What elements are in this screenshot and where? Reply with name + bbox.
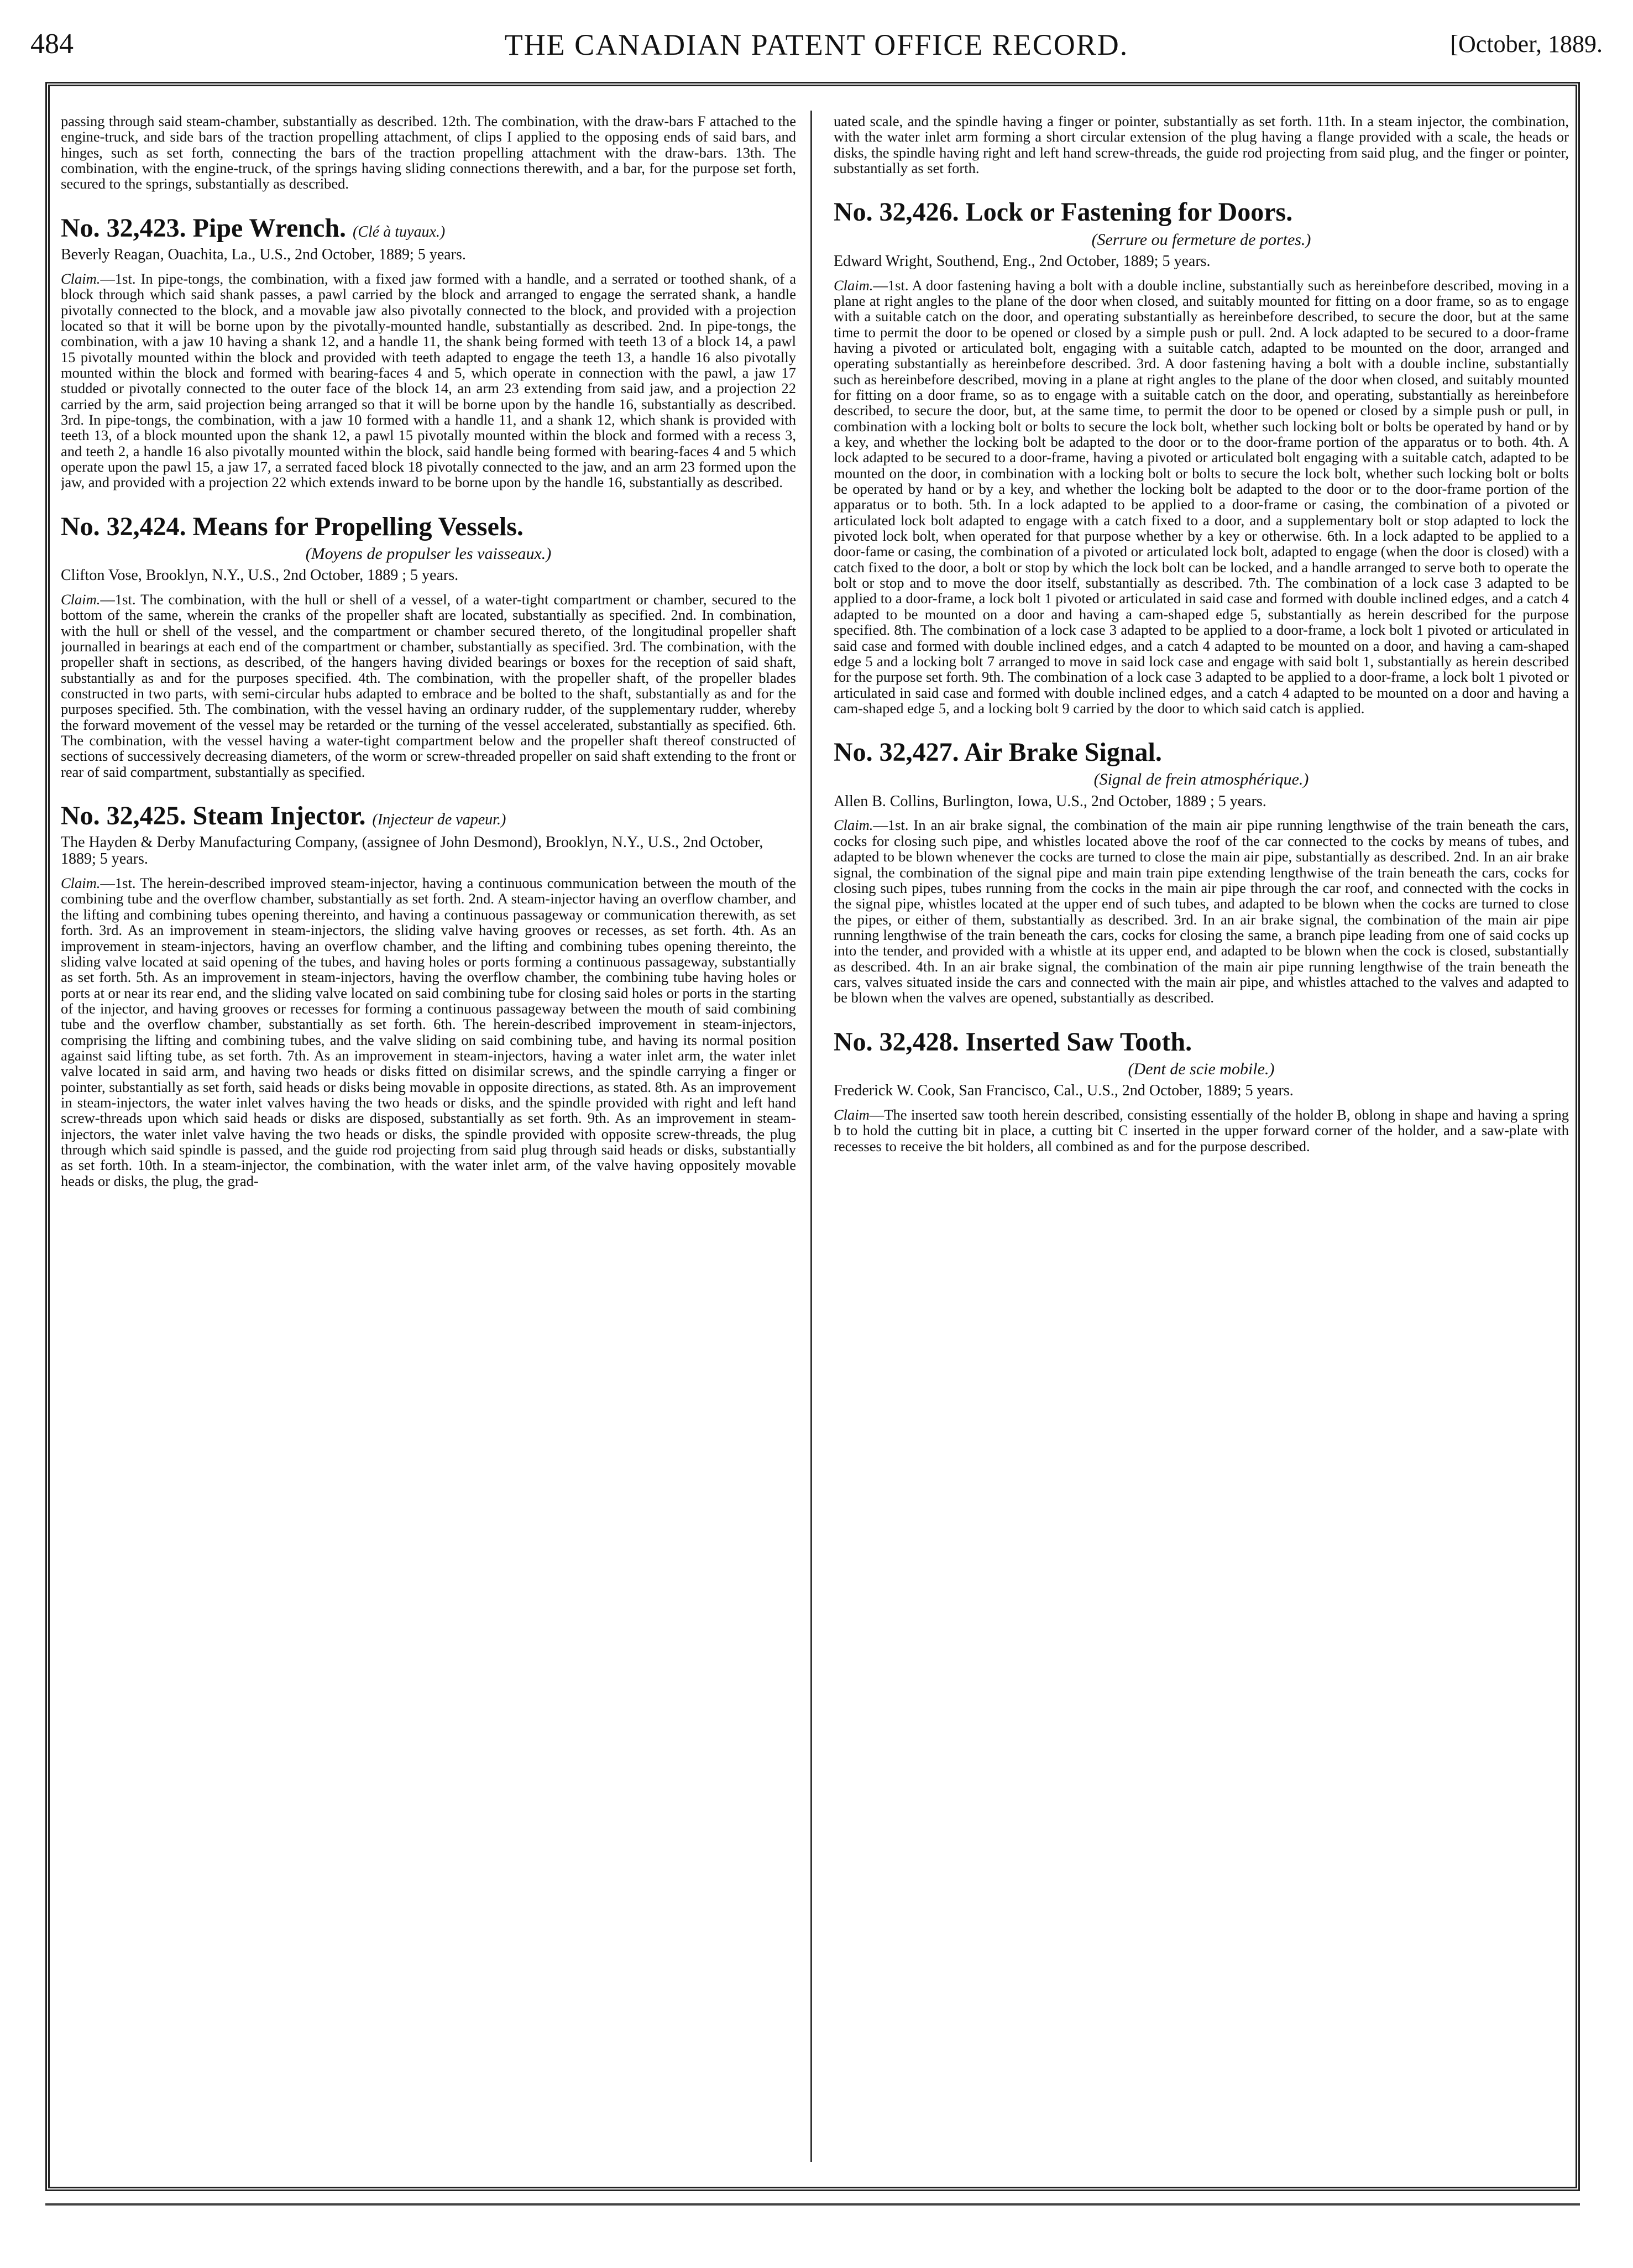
entry-heading — [834, 1027, 1569, 1057]
patent-entry — [61, 511, 796, 780]
page-header — [30, 28, 1603, 61]
patent-number: No. 32,426. — [834, 197, 959, 227]
claim-text: —1st. In an air brake signal, the combination of the main air pipe running lengthwise of the train beneath the cars, cocks for closing such pipe, and whistles located above the roof of the car connected to the cocks by means of tubes, and adapted to be blown whenever the cocks are turned to close the main air pipe, substantially as described. 2nd. In an air brake signal, the combination of the signal pipe and main train pipe extending lengthwise of the train beneath the cars, cocks for closing such pipes, tubes running from the cocks in the main air pipe through the car roof, and connected with the cocks in the signal pipe, whistles located at the upper end of such tubes, and adapted to be blown when the cocks are turned to close the pipes, or either of them, substantially as described. 3rd. In an air brake signal, the combination of the main air pipe running lengthwise of the train beneath the cars, cocks for closing the same, a branch pipe leading from one of said cocks up into the tender, and provided with a whistle at its upper end, and adapted to be blown when the cock is closed, substantially as described. 4th. In an air brake signal, the combination of the main air pipe running lengthwise of the train beneath the cars, valves situated inside the cars and connected with the main air pipe, and whistles attached to the valves and adapted to be blown when the valves are opened, substantially as described. — [834, 817, 1569, 1006]
patent-claims — [61, 592, 796, 780]
claim-text: —1st. A door fastening having a bolt with a double incline, substantially such as hereinbefore described, moving in a plane at right angles to the plane of the door when closed, and suitably mounted for fitting on a door frame, so as to engage with a suitable catch on the door, and operating substantially as hereinbefore described, to secure the door, but at the same time to permit the door to be opened or closed by a simple push or pull. 2nd. A lock adapted to be secured to a door-frame having a pivoted or articulated bolt, engaging with a suitable catch, adapted to be mounted on the door, arranged and operating substantially as hereinbefore described. 3rd. A door fastening having a bolt with a double incline, substantially such as hereinbefore described, moving in a plane at right angles to the plane of the door when closed, and suitably mounted for fitting on a door frame, so as to engage with a suitable catch on the door, and operating, substantially as hereinbefore described, to secure the door, but, at the same time, to permit the door to be opened or closed by a simple push or pull, in combination with a locking bolt or bolts to secure the lock bolt, whether such locking bolt or bolts be operated by hand or by a key, and whether the locking bolt be adapted to the door or to the door-frame portion of the apparatus or to both. 4th. A lock adapted to be secured to a door-frame, having a pivoted or articulated bolt engaging with a suitable catch, adapted to be mounted on the door, in combination with a locking bolt or bolts to secure the lock bolt, whether such locking bolt or bolts be operated by hand or by a key, and whether the locking bolt be adapted to the door or to the door-frame portion of the apparatus or to both. 5th. In a lock adapted to be applied to a door-frame or casing, the combination of a pivoted or articulated lock bolt adapted to engage with a catch fixed to a door, and a supplementary bolt or stop adapted to lock the pivoted lock bolt, when operated for that purpose whether by a key or otherwise. 6th. In a lock adapted to be applied to a door-fame or casing, the combination of a pivoted or articulated lock bolt, adapted to engage (when the door is closed) with a catch fixed to the door, a bolt or stop by which the lock bolt can be locked, and a handle arranged to serve both to operate the bolt or stop and to move the door itself, substantially as described. 7th. The combination of a lock case 3 adapted to be applied to a door-frame, a lock bolt 1 pivoted or articulated in said case and formed with double inclined edges, and a catch 4 adapted to be mounted on a door and having a cam-shaped edge 5, substantially as herein described for the purpose specified. 8th. The combination of a lock case 3 adapted to be applied to a door-frame, a lock bolt 1 pivoted or articulated in said case and formed with double inclined edges, and a catch 4 adapted to be mounted on a door, and having a cam-shaped edge 5 and a locking bolt 7 arranged to move in said lock case and engage with said bolt 1, substantially as herein described for the purpose set forth. 9th. The combination of a lock case 3 adapted to be applied to a door-frame, a lock bolt 1 pivoted or articulated in said case and formed with double inclined edges, and a catch 4 adapted to be mounted on a door and having a cam-shaped edge 5, and a locking bolt 9 carried by the door to which said catch is applied. — [834, 276, 1569, 717]
publication-title: THE CANADIAN PATENT OFFICE RECORD. — [504, 28, 1129, 61]
patent-entry — [61, 213, 796, 490]
entry-heading — [61, 511, 796, 542]
patent-french-title: (Injecteur de vapeur.) — [372, 811, 506, 829]
issue-date: [October, 1889. — [1450, 30, 1603, 58]
entry-heading — [61, 213, 796, 243]
patent-title: Lock or Fastening for Doors. — [965, 197, 1293, 227]
column-divider — [810, 111, 812, 2162]
patent-title: Steam Injector. — [192, 801, 366, 831]
claim-text: —1st. The herein-described improved steam-injector, having a continuous communication between the mouth of the combining tube and the overflow chamber, substantially as set forth. 2nd. A steam-injector having an overflow chamber, and the lifting and combining tubes opening thereinto, and having a continuous passageway or communication therewith, as set forth. 3rd. As an improvement in steam-injectors, the sliding valve having grooves or recesses, as set forth. 4th. As an improvement in steam-injectors, having an overflow chamber, and the lifting and combining tubes opening thereinto, the sliding valve located at said opening of the tubes, and having holes or ports forming a continuous passageway, substantially as set forth. 5th. As an improvement in steam-injectors, having the overflow chamber, the combining tube having holes or ports at or near its rear end, and the sliding valve located on said combining tube for closing said holes or ports in the starting of the injector, and having grooves or recesses for forming a continuous passageway between the mouth of said combining tube and the overflow chamber, substantially as set forth. 6th. The herein-described improvement in steam-injectors, comprising the lifting and combining tubes, and the valve sliding on said combining tube, and having its normal position against said lifting tube, as set forth. 7th. As an improvement in steam-injectors, having a water inlet arm, the water inlet valve located in said arm, and having two heads or disks fitted on disimilar screws, and the spindle carrying a finger or pointer, substantially as set forth, said heads or disks being movable in opposite directions, as stated. 8th. As an improvement in steam-injectors, the water inlet valves having the two heads or disks, and the spindle provided with right and left hand screw-threads upon which said heads or disks are disposed, substantially as set forth. 9th. As an improvement in steam-injectors, the water inlet valve having the two heads or disks, the spindle provided with opposite screw-threads, the plug through which said spindle is passed, and the guide rod projecting from said plug through said heads or disks, substantially as set forth. 10th. In a steam-injector, the combination, with the water inlet arm, of the valve having oppositely movable heads or disks, the plug, the grad- — [61, 875, 796, 1189]
claim-label: Claim. — [834, 817, 873, 834]
patent-french-title: (Signal de frein atmosphérique.) — [1093, 770, 1309, 789]
claim-label: Claim. — [61, 875, 101, 892]
patent-entry — [61, 801, 796, 1189]
page-number: 484 — [30, 28, 74, 60]
patent-french-title: (Moyens de propulser les vaisseaux.) — [305, 544, 552, 563]
patent-entry — [834, 1027, 1569, 1154]
patent-inventor: Edward Wright, Southend, Eng., 2nd October, 1889; 5 years. — [834, 252, 1211, 270]
claim-text: —1st. The combination, with the hull or shell of a vessel, of a water-tight compartment or chamber, secured to the bottom of the same, wherein the cranks of the propeller shaft are located, substantially as specified. 2nd. In combination, with the hull or shell of the vessel, and the compartment or chamber secured thereto, of the longitudinal propeller shaft journalled in bearings at each end of the compartment or chamber, substantially as specified. 3rd. The combination, with the propeller shaft in sections, as described, of the hangers having divided bearings or boxes for the reception of said shaft, substantially as and for the purposes specified. 4th. The combination, with the propeller shaft, of the propeller blades constructed in two parts, with semi-circular hubs adapted to embrace and be bolted to the shaft, substantially as and for the purposes specified. 5th. The combination, with the vessel having an ordinary rudder, of the supplementary rudder, whereby the forward movement of the vessel may be retarded or the turning of the vessel accelerated, substantially as specified. 6th. The combination, with the vessel having a water-tight compartment below and the propeller shaft thereof constructed of sections of successively decreasing diameters, of the worm or screw-threaded propeller on said shaft extending to the front or rear of said compartment, substantially as specified. — [61, 590, 796, 780]
claim-label: Claim — [834, 1106, 870, 1123]
patent-title: Pipe Wrench. — [192, 213, 347, 243]
patent-inventor: Frederick W. Cook, San Francisco, Cal., U.S., 2nd October, 1889; 5 years. — [834, 1081, 1294, 1099]
right-column — [834, 113, 1569, 2154]
patent-number: No. 32,428. — [834, 1027, 959, 1057]
claim-label: Claim. — [61, 270, 101, 287]
patent-inventor: The Hayden & Derby Manufacturing Company, (assignee of John Desmond), Brooklyn, N.Y., U.S., 2nd October, 1889; 5 years. — [61, 834, 763, 868]
patent-number: No. 32,427. — [834, 738, 959, 767]
patent-french-title: (Serrure ou fermeture de portes.) — [1091, 230, 1311, 249]
claim-label: Claim. — [834, 276, 873, 294]
patent-french-title: (Clé à tuyaux.) — [353, 223, 446, 241]
patent-title: Air Brake Signal. — [964, 738, 1162, 767]
entry-heading — [834, 737, 1569, 767]
patent-title: Means for Propelling Vessels. — [192, 511, 524, 541]
left-column — [61, 113, 796, 2154]
claim-text: —1st. In pipe-tongs, the combination, with a fixed jaw formed with a handle, and a serrated or toothed shank, of a block through which said shank passes, a pawl carried by the block and arranged to engage the serrated shank, a handle pivotally connected to the block, and a movable jaw also pivotally connected to the block, and provided with a projection located so that it will be borne upon by the pivotally-mounted handle, substantially as described. 2nd. In pipe-tongs, the combination, with a jaw 10 having a shank 12, and a handle 11, the shank being formed with teeth 13 of a block 14, a pawl 15 pivotally mounted within the block and provided with teeth adapted to engage the teeth 13, a handle 16 also pivotally mounted within the block and formed with bearing-faces 4 and 5, which operate in connection with the pawl, a jaw 17 studded or pivotally connected to the outer face of the block 14, an arm 23 extending from said jaw, and a projection 22 carried by the arm, said projection being arranged so that it will be borne upon by the handle 16, substantially as described. 3rd. In pipe-tongs, the combination, with a jaw 10 formed with a handle 11, and a shank 12, which shank is provided with teeth 13, of a block mounted upon the shank 12, a pawl 15 pivotally mounted within the block and formed with a recess 3, and teeth 2, a handle 16 also pivotally mounted within the block, said handle being formed with bearing-faces 4 and 5 which operate upon the pawl 15, a jaw 17, a serrated faced block 18 pivotally connected to the jaw, and an arm 23 formed upon the jaw, and provided with a projection 22 which extends inward to be borne upon by the handle 16, substantially as described. — [61, 270, 796, 491]
patent-number: No. 32,425. — [61, 801, 186, 831]
patent-inventor: Beverly Reagan, Ouachita, La., U.S., 2nd October, 1889; 5 years. — [61, 245, 466, 263]
claim-text: —The inserted saw tooth herein described, consisting essentially of the holder B, oblong in shape and having a spring b to hold the cutting bit in place, a cutting bit C inserted in the upper forward corner of the holder, and a saw-plate with recesses to receive the bit holders, all combined as and for the purpose described. — [834, 1106, 1569, 1154]
patent-claims — [834, 817, 1569, 1005]
patent-claims — [61, 271, 796, 490]
continued-claim-text: uated scale, and the spindle having a finger or pointer, substantially as set forth. 11th. In a steam injector, the combination, with the water inlet arm forming a short circular extension of the plug having a flange provided with a scale, the heads or disks, the spindle having right and left hand screw-threads, the guide rod projecting from said plug, and the finger or pointer, substantially as set forth. — [834, 113, 1569, 177]
patent-entry — [834, 737, 1569, 1005]
patent-inventor: Clifton Vose, Brooklyn, N.Y., U.S., 2nd October, 1889 ; 5 years. — [61, 566, 459, 584]
patent-french-title: (Dent de scie mobile.) — [1128, 1059, 1275, 1078]
patent-number: No. 32,424. — [61, 511, 186, 541]
patent-inventor: Allen B. Collins, Burlington, Iowa, U.S., 2nd October, 1889 ; 5 years. — [834, 792, 1266, 810]
claim-label: Claim. — [61, 590, 101, 608]
continued-claim-text: passing through said steam-chamber, substantially as described. 12th. The combination, with the draw-bars F attached to the engine-truck, and side bars of the traction propelling attachment, of clips I applied to the opposing ends of said bars, and hinges, such as set forth, connecting the bars of the traction propelling attachment with the draw-bars. 13th. The combination, with the engine-truck, of the springs having sliding connections therewith, and a bar, for the purpose set forth, secured to the springs, substantially as described. — [61, 113, 796, 192]
patent-claims — [834, 278, 1569, 717]
entry-heading — [61, 801, 796, 831]
patent-title: Inserted Saw Tooth. — [965, 1027, 1192, 1057]
bottom-rule — [45, 2203, 1580, 2206]
patent-claims — [61, 875, 796, 1189]
patent-claims — [834, 1107, 1569, 1154]
patent-number: No. 32,423. — [61, 213, 186, 243]
patent-entry — [834, 197, 1569, 716]
entry-heading — [834, 197, 1569, 227]
